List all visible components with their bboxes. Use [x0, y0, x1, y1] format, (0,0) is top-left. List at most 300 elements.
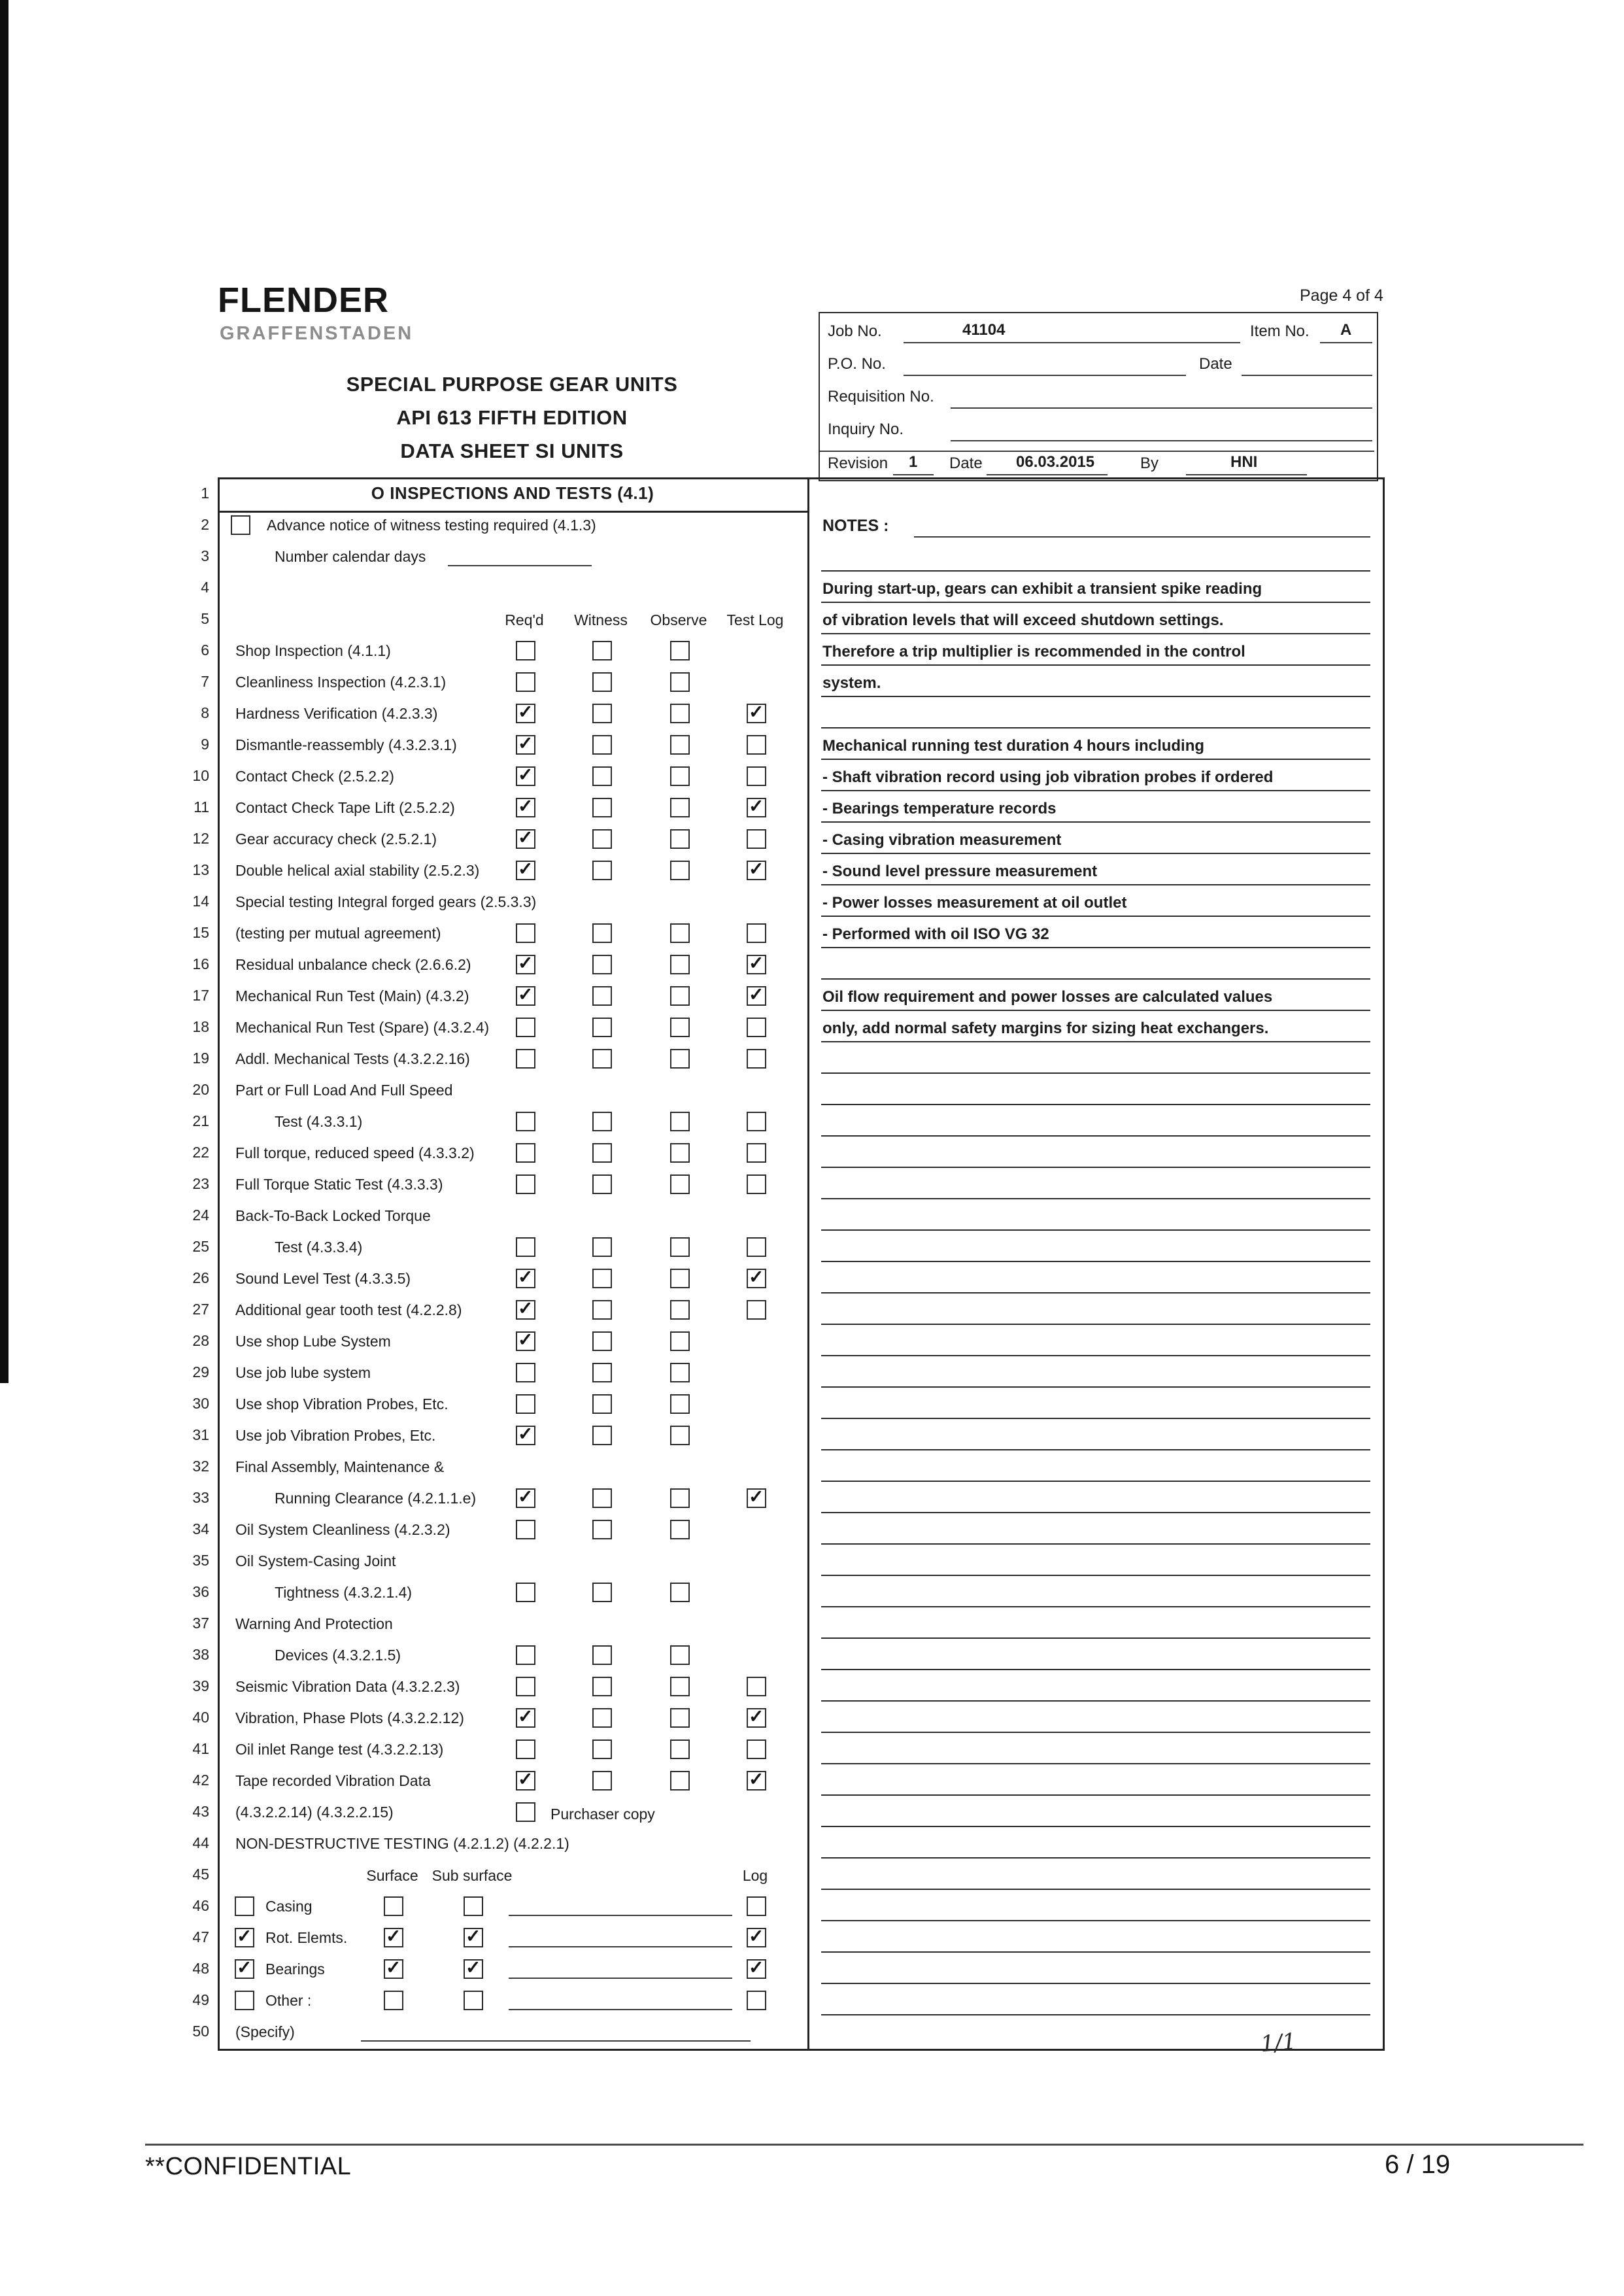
- ndt-lead-checkbox-checked[interactable]: [235, 1928, 254, 1947]
- notes-blank-line[interactable]: [821, 1137, 1370, 1168]
- row-number: 33: [192, 1489, 209, 1506]
- witness-checkbox-unchecked[interactable]: [592, 1018, 612, 1037]
- testlog-checkbox-unchecked[interactable]: [747, 923, 766, 943]
- observe-checkbox-unchecked[interactable]: [670, 704, 690, 723]
- testlog-checkbox-checked[interactable]: [747, 704, 766, 723]
- ndt-note-field[interactable]: [509, 1946, 732, 1947]
- notes-blank-line[interactable]: [821, 1356, 1370, 1388]
- observe-checkbox-unchecked[interactable]: [670, 1112, 690, 1131]
- row-number: 16: [192, 955, 209, 972]
- witness-checkbox-unchecked[interactable]: [592, 1739, 612, 1759]
- item-label: Dismantle-reassembly (4.3.2.3.1): [235, 736, 457, 753]
- page-number-label: Page 4 of 4: [1300, 286, 1383, 305]
- observe-checkbox-unchecked[interactable]: [670, 1426, 690, 1445]
- ndt-surface-checkbox-unchecked[interactable]: [384, 1991, 403, 2010]
- testlog-checkbox-unchecked[interactable]: [747, 1677, 766, 1696]
- row-number: 21: [192, 1112, 209, 1129]
- notes-blank-line[interactable]: [821, 1388, 1370, 1419]
- item-label: Residual unbalance check (2.6.6.2): [235, 956, 471, 973]
- graffenstaden-logo-text: GRAFFENSTADEN: [220, 323, 414, 344]
- row-number: 28: [192, 1332, 209, 1349]
- scan-edge-artifact: [0, 0, 8, 1383]
- ndt-note-field[interactable]: [509, 1915, 732, 1916]
- reqd-checkbox-checked[interactable]: [516, 829, 535, 849]
- item-label: Use job lube system: [235, 1364, 371, 1381]
- revision-date-label: Date: [949, 454, 983, 472]
- reqd-checkbox-unchecked[interactable]: [516, 1174, 535, 1194]
- notes-blank-line[interactable]: [821, 1419, 1370, 1450]
- ndt-col-surface: Surface: [366, 1867, 418, 1884]
- revision-by-label: By: [1140, 454, 1159, 472]
- flender-logo: FLENDER: [218, 281, 389, 320]
- observe-checkbox-unchecked[interactable]: [670, 672, 690, 692]
- observe-checkbox-unchecked[interactable]: [670, 1708, 690, 1728]
- inspections-and-tests-header: O INSPECTIONS AND TESTS (4.1): [371, 483, 654, 503]
- notes-blank-line[interactable]: [821, 1702, 1370, 1733]
- row-number: 8: [201, 704, 209, 721]
- testlog-checkbox-checked[interactable]: [747, 1269, 766, 1288]
- reqd-checkbox-checked[interactable]: [516, 1331, 535, 1351]
- testlog-checkbox-checked[interactable]: [747, 1708, 766, 1728]
- item-label: Warning And Protection: [235, 1615, 393, 1632]
- witness-checkbox-unchecked[interactable]: [592, 1771, 612, 1791]
- doc-title-line2: API 613 FIFTH EDITION: [396, 406, 628, 429]
- item-label: Cleanliness Inspection (4.2.3.1): [235, 674, 447, 691]
- item-label: Hardness Verification (4.2.3.3): [235, 705, 438, 722]
- notes-text-line[interactable]: Mechanical running test duration 4 hours including: [821, 728, 1370, 760]
- witness-checkbox-unchecked[interactable]: [592, 1583, 612, 1602]
- checkmark-icon: ✓: [749, 859, 764, 879]
- reqd-checkbox-unchecked[interactable]: [516, 1112, 535, 1131]
- column-header-observe: Observe: [650, 611, 707, 628]
- witness-checkbox-unchecked[interactable]: [592, 1143, 612, 1163]
- reqd-checkbox-unchecked[interactable]: [516, 1583, 535, 1602]
- observe-checkbox-unchecked[interactable]: [670, 986, 690, 1006]
- witness-checkbox-unchecked[interactable]: [592, 986, 612, 1006]
- item-label: Contact Check Tape Lift (2.5.2.2): [235, 799, 455, 816]
- item-label: Test (4.3.3.4): [275, 1239, 363, 1256]
- item-label: Use shop Vibration Probes, Etc.: [235, 1396, 448, 1413]
- row-number: 50: [192, 2023, 209, 2040]
- reqd-checkbox-checked[interactable]: [516, 766, 535, 786]
- ndt-item-label: Rot. Elemts.: [265, 1929, 348, 1946]
- doc-title-line3: DATA SHEET SI UNITS: [400, 439, 624, 462]
- notes-blank-line[interactable]: [821, 1607, 1370, 1639]
- reqd-checkbox-checked[interactable]: [516, 704, 535, 723]
- observe-checkbox-unchecked[interactable]: [670, 1237, 690, 1257]
- observe-checkbox-unchecked[interactable]: [670, 1488, 690, 1508]
- row-number: 38: [192, 1646, 209, 1663]
- notes-blank-line[interactable]: [821, 697, 1370, 728]
- row-number: 35: [192, 1552, 209, 1569]
- observe-checkbox-unchecked[interactable]: [670, 766, 690, 786]
- reqd-checkbox-checked[interactable]: [516, 1269, 535, 1288]
- observe-checkbox-unchecked[interactable]: [670, 1771, 690, 1791]
- notes-text-line[interactable]: - Bearings temperature records: [821, 791, 1370, 823]
- item-no-field[interactable]: [1320, 342, 1372, 343]
- reqd-checkbox-checked[interactable]: [516, 798, 535, 817]
- witness-checkbox-unchecked[interactable]: [592, 1049, 612, 1069]
- notes-text-line[interactable]: - Power losses measurement at oil outlet: [821, 885, 1370, 917]
- job-no-field[interactable]: [904, 342, 1240, 343]
- observe-checkbox-unchecked[interactable]: [670, 1394, 690, 1414]
- row-number: 24: [192, 1207, 209, 1224]
- requisition-no-label: Requisition No.: [828, 388, 934, 405]
- row-number: 19: [192, 1050, 209, 1067]
- checkmark-icon: ✓: [386, 1957, 401, 1978]
- revision-by-value: HNI: [1230, 453, 1258, 471]
- notes-blank-line[interactable]: [821, 1042, 1370, 1074]
- ndt-col-log: Log: [742, 1867, 768, 1884]
- ndt-subsurface-checkbox-unchecked[interactable]: [464, 1991, 483, 2010]
- checkmark-icon: ✓: [237, 1926, 252, 1946]
- observe-checkbox-unchecked[interactable]: [670, 1583, 690, 1602]
- observe-checkbox-unchecked[interactable]: [670, 735, 690, 755]
- notes-text-line[interactable]: Therefore a trip multiplier is recommended in the control: [821, 634, 1370, 666]
- witness-checkbox-unchecked[interactable]: [592, 1426, 612, 1445]
- row-number: 17: [192, 987, 209, 1004]
- row-number: 5: [201, 610, 209, 627]
- row-number: 18: [192, 1018, 209, 1035]
- row-number: 47: [192, 1928, 209, 1945]
- notes-text-line[interactable]: only, add normal safety margins for sizing heat exchangers.: [821, 1011, 1370, 1042]
- testlog-checkbox-checked[interactable]: [747, 955, 766, 974]
- specify-field[interactable]: [361, 2040, 751, 2042]
- witness-checkbox-unchecked[interactable]: [592, 1363, 612, 1382]
- notes-blank-line[interactable]: [821, 1450, 1370, 1482]
- notes-blank-line[interactable]: [821, 1482, 1370, 1513]
- reqd-checkbox-unchecked[interactable]: [516, 672, 535, 692]
- notes-text-line[interactable]: - Sound level pressure measurement: [821, 854, 1370, 885]
- reqd-checkbox-checked[interactable]: [516, 1426, 535, 1445]
- item-label: Tightness (4.3.2.1.4): [275, 1584, 413, 1601]
- witness-checkbox-unchecked[interactable]: [592, 672, 612, 692]
- row-number: 41: [192, 1740, 209, 1757]
- notes-blank-line[interactable]: [821, 1199, 1370, 1231]
- item-no-label: Item No.: [1250, 322, 1310, 340]
- reqd-checkbox-checked[interactable]: [516, 735, 535, 755]
- ndt-log-checkbox-unchecked[interactable]: [747, 1896, 766, 1916]
- row-number: 42: [192, 1772, 209, 1789]
- observe-checkbox-unchecked[interactable]: [670, 1331, 690, 1351]
- checkmark-icon: ✓: [465, 1957, 481, 1978]
- calendar-days-field[interactable]: [448, 565, 592, 566]
- notes-title-line[interactable]: [914, 536, 1370, 538]
- observe-checkbox-unchecked[interactable]: [670, 1645, 690, 1665]
- item-label: Vibration, Phase Plots (4.3.2.2.12): [235, 1709, 464, 1726]
- observe-checkbox-unchecked[interactable]: [670, 798, 690, 817]
- notes-blank-line[interactable]: [821, 1953, 1370, 1984]
- witness-checkbox-unchecked[interactable]: [592, 1677, 612, 1696]
- testlog-checkbox-checked[interactable]: [747, 1488, 766, 1508]
- item-label: Full Torque Static Test (4.3.3.3): [235, 1176, 443, 1193]
- ndt-lead-checkbox-checked[interactable]: [235, 1959, 254, 1979]
- notes-blank-line[interactable]: [821, 540, 1370, 572]
- inquiry-no-label: Inquiry No.: [828, 420, 904, 438]
- observe-checkbox-unchecked[interactable]: [670, 1300, 690, 1320]
- witness-checkbox-unchecked[interactable]: [592, 798, 612, 817]
- item-label: Contact Check (2.5.2.2): [235, 768, 394, 785]
- reqd-checkbox-checked[interactable]: [516, 955, 535, 974]
- reqd-checkbox-unchecked[interactable]: [516, 1677, 535, 1696]
- row-number: 6: [201, 642, 209, 659]
- witness-checkbox-unchecked[interactable]: [592, 1331, 612, 1351]
- notes-blank-line[interactable]: [821, 1733, 1370, 1764]
- testlog-checkbox-unchecked[interactable]: [747, 1237, 766, 1257]
- revision-date-value: 06.03.2015: [1016, 453, 1095, 471]
- checkmark-icon: ✓: [749, 1957, 764, 1978]
- testlog-checkbox-unchecked[interactable]: [747, 1049, 766, 1069]
- checkmark-icon: ✓: [749, 1769, 764, 1789]
- checkmark-icon: ✓: [518, 1329, 533, 1350]
- notes-text-line[interactable]: Oil flow requirement and power losses are calculated values: [821, 980, 1370, 1011]
- row-number: 29: [192, 1363, 209, 1380]
- observe-checkbox-unchecked[interactable]: [670, 1363, 690, 1382]
- notes-blank-line[interactable]: [821, 1294, 1370, 1325]
- checkmark-icon: ✓: [518, 702, 533, 722]
- checkmark-icon: ✓: [518, 1706, 533, 1726]
- row-number: 10: [192, 767, 209, 784]
- reqd-checkbox-unchecked[interactable]: [516, 1237, 535, 1257]
- row-number: 49: [192, 1991, 209, 2008]
- witness-checkbox-unchecked[interactable]: [592, 1488, 612, 1508]
- row-number: 22: [192, 1144, 209, 1161]
- observe-checkbox-unchecked[interactable]: [670, 861, 690, 880]
- notes-blank-line[interactable]: [821, 1890, 1370, 1921]
- witness-checkbox-unchecked[interactable]: [592, 955, 612, 974]
- witness-checkbox-unchecked[interactable]: [592, 861, 612, 880]
- reqd-checkbox-checked[interactable]: [516, 861, 535, 880]
- ndt-surface-checkbox-checked[interactable]: [384, 1928, 403, 1947]
- ndt-item-label: Bearings: [265, 1961, 325, 1978]
- ndt-subsurface-checkbox-checked[interactable]: [464, 1959, 483, 1979]
- reqd-checkbox-unchecked[interactable]: [516, 1739, 535, 1759]
- observe-checkbox-unchecked[interactable]: [670, 1174, 690, 1194]
- witness-checkbox-unchecked[interactable]: [592, 829, 612, 849]
- checkmark-icon: ✓: [749, 1267, 764, 1287]
- witness-checkbox-unchecked[interactable]: [592, 1520, 612, 1539]
- notes-blank-line[interactable]: [821, 1074, 1370, 1105]
- witness-checkbox-unchecked[interactable]: [592, 1269, 612, 1288]
- testlog-checkbox-unchecked[interactable]: [747, 829, 766, 849]
- observe-checkbox-unchecked[interactable]: [670, 641, 690, 660]
- notes-blank-line[interactable]: [821, 1513, 1370, 1545]
- notes-blank-line[interactable]: [821, 1262, 1370, 1294]
- row-number: 25: [192, 1238, 209, 1255]
- reqd-checkbox-unchecked[interactable]: [516, 923, 535, 943]
- observe-checkbox-unchecked[interactable]: [670, 1143, 690, 1163]
- row-number: 7: [201, 673, 209, 690]
- ndt-surface-checkbox-checked[interactable]: [384, 1959, 403, 1979]
- reqd-checkbox-unchecked[interactable]: [516, 1049, 535, 1069]
- reqd-checkbox-checked[interactable]: [516, 1488, 535, 1508]
- observe-checkbox-unchecked[interactable]: [670, 1018, 690, 1037]
- ndt-note-field[interactable]: [509, 1978, 732, 1979]
- testlog-checkbox-unchecked[interactable]: [747, 1018, 766, 1037]
- observe-checkbox-unchecked[interactable]: [670, 955, 690, 974]
- item-label: Tape recorded Vibration Data: [235, 1772, 431, 1789]
- row-number: 1: [201, 485, 209, 502]
- notes-blank-line[interactable]: [821, 1984, 1370, 2015]
- doc-title-line1: SPECIAL PURPOSE GEAR UNITS: [346, 373, 678, 396]
- testlog-checkbox-checked[interactable]: [747, 1771, 766, 1791]
- testlog-checkbox-checked[interactable]: [747, 986, 766, 1006]
- row-number: 32: [192, 1458, 209, 1475]
- item-label: Gear accuracy check (2.5.2.1): [235, 831, 437, 848]
- item-no-value: A: [1340, 321, 1352, 339]
- notes-blank-line[interactable]: [821, 1545, 1370, 1576]
- ndt-log-checkbox-checked[interactable]: [747, 1928, 766, 1947]
- observe-checkbox-unchecked[interactable]: [670, 829, 690, 849]
- po-date-field[interactable]: [1242, 375, 1372, 376]
- ndt-subsurface-checkbox-unchecked[interactable]: [464, 1896, 483, 1916]
- witness-checkbox-unchecked[interactable]: [592, 1112, 612, 1131]
- notes-blank-line[interactable]: [821, 1921, 1370, 1953]
- item-label: Seismic Vibration Data (4.3.2.2.3): [235, 1678, 460, 1695]
- reqd-checkbox-unchecked[interactable]: [516, 1802, 535, 1822]
- ndt-surface-checkbox-unchecked[interactable]: [384, 1896, 403, 1916]
- testlog-checkbox-unchecked[interactable]: [747, 766, 766, 786]
- observe-checkbox-unchecked[interactable]: [670, 923, 690, 943]
- notes-text-line[interactable]: - Shaft vibration record using job vibration probes if ordered: [821, 760, 1370, 791]
- reqd-checkbox-unchecked[interactable]: [516, 1018, 535, 1037]
- row-number: 12: [192, 830, 209, 847]
- observe-checkbox-unchecked[interactable]: [670, 1269, 690, 1288]
- po-no-field[interactable]: [904, 375, 1186, 376]
- job-info-box: [819, 312, 1378, 481]
- ndt-item-label: Other :: [265, 1992, 312, 2009]
- item-label: Sound Level Test (4.3.3.5): [235, 1270, 411, 1287]
- item-label: Use shop Lube System: [235, 1333, 391, 1350]
- notes-blank-line[interactable]: [821, 1325, 1370, 1356]
- notes-blank-line[interactable]: [821, 1639, 1370, 1670]
- testlog-checkbox-unchecked[interactable]: [747, 1143, 766, 1163]
- reqd-checkbox-checked[interactable]: [516, 1708, 535, 1728]
- testlog-checkbox-checked[interactable]: [747, 861, 766, 880]
- notes-blank-line[interactable]: [821, 1576, 1370, 1607]
- reqd-checkbox-unchecked[interactable]: [516, 1520, 535, 1539]
- advance-notice-label: Advance notice of witness testing required (4.1.3): [267, 517, 596, 534]
- witness-checkbox-unchecked[interactable]: [592, 1300, 612, 1320]
- testlog-checkbox-unchecked[interactable]: [747, 1739, 766, 1759]
- witness-checkbox-unchecked[interactable]: [592, 1708, 612, 1728]
- testlog-checkbox-unchecked[interactable]: [747, 735, 766, 755]
- ndt-log-checkbox-checked[interactable]: [747, 1959, 766, 1979]
- witness-checkbox-unchecked[interactable]: [592, 641, 612, 660]
- advance-notice-checkbox-unchecked[interactable]: [231, 515, 250, 535]
- requisition-no-field[interactable]: [951, 407, 1372, 409]
- notes-blank-line[interactable]: [821, 1105, 1370, 1137]
- reqd-checkbox-unchecked[interactable]: [516, 1645, 535, 1665]
- notes-text-line[interactable]: of vibration levels that will exceed shutdown settings.: [821, 603, 1370, 634]
- reqd-checkbox-unchecked[interactable]: [516, 1394, 535, 1414]
- ndt-lead-checkbox-unchecked[interactable]: [235, 1896, 254, 1916]
- witness-checkbox-unchecked[interactable]: [592, 704, 612, 723]
- checkmark-icon: ✓: [749, 953, 764, 973]
- testlog-checkbox-unchecked[interactable]: [747, 1174, 766, 1194]
- witness-checkbox-unchecked[interactable]: [592, 1174, 612, 1194]
- ndt-log-checkbox-unchecked[interactable]: [747, 1991, 766, 2010]
- revision-field[interactable]: [893, 474, 934, 475]
- item-label: Shop Inspection (4.1.1): [235, 642, 391, 659]
- item-label: Test (4.3.3.1): [275, 1113, 363, 1130]
- item-label: Final Assembly, Maintenance &: [235, 1458, 445, 1475]
- item-label: Mechanical Run Test (Spare) (4.3.2.4): [235, 1019, 490, 1036]
- row-number: 46: [192, 1897, 209, 1914]
- testlog-checkbox-unchecked[interactable]: [747, 1112, 766, 1131]
- observe-checkbox-unchecked[interactable]: [670, 1739, 690, 1759]
- notes-blank-line[interactable]: [821, 948, 1370, 980]
- notes-blank-line[interactable]: [821, 1168, 1370, 1199]
- notes-blank-line[interactable]: [821, 1764, 1370, 1796]
- inquiry-no-field[interactable]: [951, 440, 1372, 441]
- notes-text-line[interactable]: - Performed with oil ISO VG 32: [821, 917, 1370, 948]
- reqd-checkbox-unchecked[interactable]: [516, 1143, 535, 1163]
- notes-text-line[interactable]: During start-up, gears can exhibit a transient spike reading: [821, 572, 1370, 603]
- item-label: Part or Full Load And Full Speed: [235, 1082, 453, 1099]
- page-count-label: 6 / 19: [1385, 2150, 1451, 2179]
- witness-checkbox-unchecked[interactable]: [592, 1394, 612, 1414]
- row-number: 23: [192, 1175, 209, 1192]
- row-number: 26: [192, 1269, 209, 1286]
- notes-text-line[interactable]: - Casing vibration measurement: [821, 823, 1370, 854]
- revision-by-field[interactable]: [1186, 474, 1307, 475]
- ndt-col-subsurface: Sub surface: [431, 1867, 513, 1884]
- row-number: 30: [192, 1395, 209, 1412]
- ndt-subsurface-checkbox-checked[interactable]: [464, 1928, 483, 1947]
- row-number: 39: [192, 1677, 209, 1694]
- ndt-lead-checkbox-unchecked[interactable]: [235, 1991, 254, 2010]
- reqd-checkbox-checked[interactable]: [516, 1771, 535, 1791]
- ndt-note-field[interactable]: [509, 2009, 732, 2010]
- checkmark-icon: ✓: [518, 984, 533, 1004]
- observe-checkbox-unchecked[interactable]: [670, 1049, 690, 1069]
- witness-checkbox-unchecked[interactable]: [592, 735, 612, 755]
- checkmark-icon: ✓: [749, 796, 764, 816]
- reqd-checkbox-checked[interactable]: [516, 1300, 535, 1320]
- checkmark-icon: ✓: [749, 1706, 764, 1726]
- reqd-checkbox-unchecked[interactable]: [516, 641, 535, 660]
- row-number: 20: [192, 1081, 209, 1098]
- observe-checkbox-unchecked[interactable]: [670, 1677, 690, 1696]
- handwritten-mark: 1/1: [1259, 2028, 1298, 2058]
- reqd-checkbox-unchecked[interactable]: [516, 1363, 535, 1382]
- observe-checkbox-unchecked[interactable]: [670, 1520, 690, 1539]
- row-number: 15: [192, 924, 209, 941]
- row-number: 45: [192, 1866, 209, 1883]
- item-label: Double helical axial stability (2.5.2.3): [235, 862, 480, 879]
- notes-blank-line[interactable]: [821, 1231, 1370, 1262]
- revision-date-field[interactable]: [987, 474, 1108, 475]
- notes-blank-line[interactable]: [821, 1796, 1370, 1827]
- item-label: Use job Vibration Probes, Etc.: [235, 1427, 436, 1444]
- reqd-checkbox-checked[interactable]: [516, 986, 535, 1006]
- testlog-checkbox-checked[interactable]: [747, 798, 766, 817]
- column-header-witness: Witness: [574, 611, 628, 628]
- testlog-checkbox-unchecked[interactable]: [747, 1300, 766, 1320]
- notes-blank-line[interactable]: [821, 1670, 1370, 1702]
- notes-blank-line[interactable]: [821, 1827, 1370, 1859]
- witness-checkbox-unchecked[interactable]: [592, 923, 612, 943]
- item-label: Addl. Mechanical Tests (4.3.2.2.16): [235, 1050, 470, 1067]
- notes-blank-line[interactable]: [821, 1859, 1370, 1890]
- row-number: 13: [192, 861, 209, 878]
- po-date-label: Date: [1199, 355, 1232, 373]
- notes-text-line[interactable]: system.: [821, 666, 1370, 697]
- witness-checkbox-unchecked[interactable]: [592, 1645, 612, 1665]
- witness-checkbox-unchecked[interactable]: [592, 766, 612, 786]
- witness-checkbox-unchecked[interactable]: [592, 1237, 612, 1257]
